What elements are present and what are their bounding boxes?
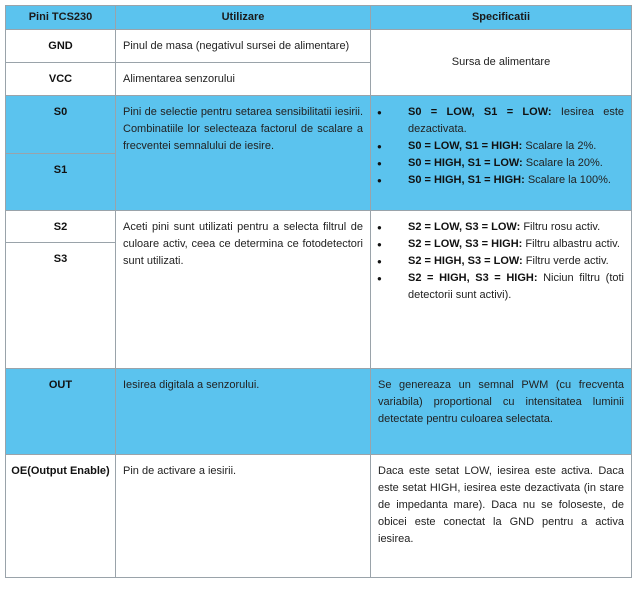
table-row-out: [6, 369, 632, 455]
list-item: ● S2 = HIGH, S3 = HIGH: Niciun filtru (toti detectorii sunt activi).: [408, 270, 624, 304]
pin-out: OUT: [6, 369, 116, 455]
pin-gnd: GND: [6, 30, 116, 63]
header-pins: Pini TCS230: [6, 6, 116, 30]
list-item: ● S0 = LOW, S1 = HIGH: Scalare la 2%.: [408, 138, 624, 155]
header-specs: Specificatii: [371, 6, 632, 30]
list-item: ● S2 = LOW, S3 = HIGH: Filtru albastru activ.: [408, 236, 624, 253]
table-row-gnd: [6, 30, 632, 63]
list-item: ● S0 = HIGH, S1 = HIGH: Scalare la 100%.: [408, 172, 624, 189]
table-header-row: [6, 6, 632, 30]
pin-s3: S3: [6, 243, 116, 369]
pin-s0: S0: [6, 96, 116, 154]
use-s2-s3: Aceti pini sunt utilizati pentru a selecta filtrul de culoare activ, ceea ce determina ce fotodetectori sunt utilizati.: [116, 211, 371, 369]
use-out: Iesirea digitala a senzorului.: [116, 369, 371, 455]
s2-s3-list: [375, 219, 624, 304]
pin-s1: S1: [6, 154, 116, 211]
list-item: ● S2 = LOW, S3 = LOW: Filtru rosu activ.: [408, 219, 624, 236]
pin-s2: S2: [6, 211, 116, 243]
table-row-oe: [6, 455, 632, 578]
list-item: ● S0 = HIGH, S1 = LOW: Scalare la 20%.: [408, 155, 624, 172]
table-row-s0: [6, 96, 632, 154]
pin-oe: OE(Output Enable): [6, 455, 116, 578]
spec-oe: Daca este setat LOW, iesirea este activa. Daca este setat HIGH, iesirea este dezactivata (in stare de impedanta mare). Daca nu se foloseste, de obicei este conectat la GND pentru a activa iesirea.: [371, 455, 632, 578]
pin-vcc: VCC: [6, 63, 116, 96]
use-s0-s1: Pini de selectie pentru setarea sensibilitatii iesirii. Combinatiile lor selecteaza factorul de scalare a frecventei semnalului de iesire.: [116, 96, 371, 211]
list-item: ● S0 = LOW, S1 = LOW: Iesirea este dezactivata.: [408, 104, 624, 138]
spec-out: Se genereaza un semnal PWM (cu frecventa variabila) proportional cu intensitatea luminii detectate pentru culoarea selectata.: [371, 369, 632, 455]
spec-s2-s3: [371, 211, 632, 369]
use-vcc: Alimentarea senzorului: [116, 63, 371, 96]
spec-s0-s1: [371, 96, 632, 211]
table-row-s2: [6, 211, 632, 243]
list-item: ● S2 = HIGH, S3 = LOW: Filtru verde activ.: [408, 253, 624, 270]
use-oe: Pin de activare a iesirii.: [116, 455, 371, 578]
use-gnd: Pinul de masa (negativul sursei de alimentare): [116, 30, 371, 63]
spec-power: Sursa de alimentare: [371, 30, 632, 96]
s0-s1-list: [375, 104, 624, 189]
header-usage: Utilizare: [116, 6, 371, 30]
pins-table: [5, 5, 632, 578]
